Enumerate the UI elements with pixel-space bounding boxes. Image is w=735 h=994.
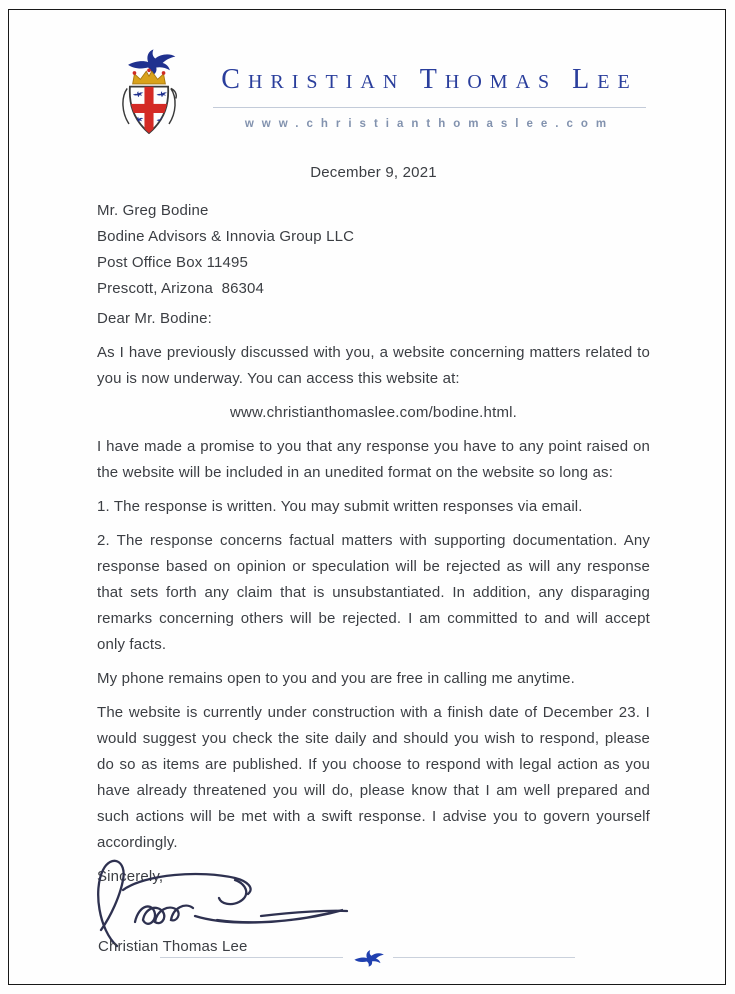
body-paragraph-4: The website is currently under construction with a finish date of December 23. I would suggest you check the site daily and should you wish to respond, please do so as items are published. If you choose to respond with legal action as you have already threatened you will do, please know that I am well prepared and such actions will be met with a swift response. I advise you to govern yourself accordingly. xyxy=(97,704,650,851)
salutation: Dear Mr. Bodine: xyxy=(97,310,212,327)
footer-rule-left xyxy=(160,957,343,958)
website-url-line: www.christianthomaslee.com/bodine.html. xyxy=(229,404,518,421)
body-paragraph-2: I have made a promise to you that any response you have to any point raised on the website will be included in an unedited format on the website so long as: xyxy=(97,438,650,481)
date-line: December 9, 2021 xyxy=(310,164,437,181)
footer-ornament xyxy=(160,947,575,968)
letter-content xyxy=(97,42,650,968)
recipient-address-line: Post Office Box 11495 xyxy=(97,254,249,271)
letterhead-website: www.christianthomaslee.com xyxy=(244,118,615,130)
letterhead-name: Christian Thomas Lee xyxy=(221,64,638,95)
recipient-address-line: Prescott, Arizona 86304 xyxy=(97,280,265,297)
footer-rule-right xyxy=(393,957,576,958)
letterhead-divider xyxy=(213,107,646,108)
signer-name: Christian Thomas Lee xyxy=(98,938,248,955)
recipient-address xyxy=(97,198,650,302)
letterhead-brand xyxy=(209,42,650,130)
numbered-item-1: 1. The response is written. You may submit written responses via email. xyxy=(97,498,583,515)
recipient-address-line: Bodine Advisors & Innovia Group LLC xyxy=(97,228,355,245)
body-paragraph-1: As I have previously discussed with you, a website concerning matters related to you is now underway. You can access this website at: xyxy=(97,344,650,387)
family-crest-icon xyxy=(99,42,199,144)
numbered-item-2: 2. The response concerns factual matters with supporting documentation. Any response based on opinion or speculation will be rejected as will any response that sets forth any claim that is unsubstantiated. In addition, any disparaging remarks concerning others will be rejected. I am committed to and will accept only facts. xyxy=(97,532,650,653)
recipient-address-line: Mr. Greg Bodine xyxy=(97,202,209,219)
body-paragraph-3: My phone remains open to you and you are free in calling me anytime. xyxy=(97,670,575,687)
letterhead xyxy=(97,42,650,146)
blue-eagle-icon xyxy=(351,947,385,968)
valediction: Sincerely, xyxy=(97,868,164,885)
